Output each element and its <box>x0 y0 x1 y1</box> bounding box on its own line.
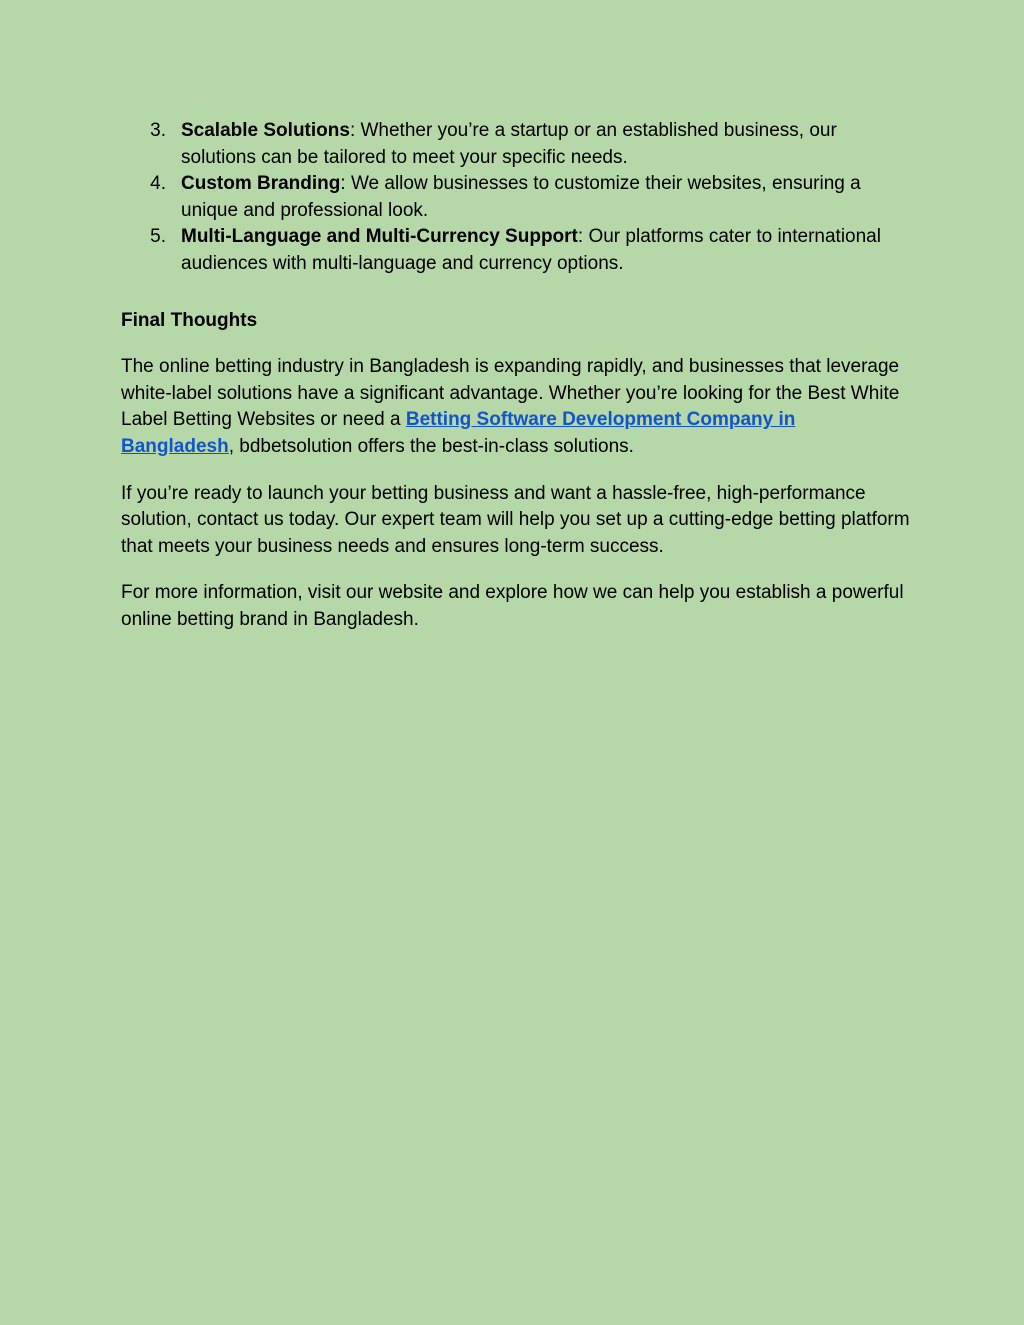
paragraph-industry <box>121 354 911 460</box>
paragraph-text: The online betting industry in Bangladesh is expanding rapidly, and businesses that leverage white-label solutions have a significant advantage. Whether you’re looking for the Best White Label Betting Websites or need a <box>121 356 900 431</box>
list-item-number: 5. <box>150 226 166 248</box>
document-body <box>121 118 911 634</box>
paragraph-more-info: For more information, visit our website and explore how we can help you establish a powerful online betting brand in Bangladesh. <box>121 582 904 630</box>
list-item <box>121 118 911 171</box>
list-item-text: : Our platforms cater to international audiences with multi-language and currency options. <box>181 226 881 274</box>
list-item-text: : We allow businesses to customize their websites, ensuring a unique and professional look. <box>181 173 861 221</box>
list-item-term: Multi-Language and Multi-Currency Support <box>181 226 578 248</box>
paragraph-text: , bdbetsolution offers the best-in-class solutions. <box>228 435 634 457</box>
section-heading: Final Thoughts <box>121 309 258 331</box>
feature-list <box>121 118 911 278</box>
list-item-number: 4. <box>150 173 166 195</box>
list-item <box>121 171 911 224</box>
list-item-number: 3. <box>150 120 166 141</box>
betting-software-link[interactable]: Betting Software Development Company in Bangladesh <box>121 409 796 457</box>
list-item-term: Custom Branding <box>181 173 341 195</box>
paragraph-contact: If you’re ready to launch your betting business and want a hassle-free, high-performance solution, contact us today. Our expert team will help you set up a cutting-edge betting platform that meets your business needs and ensures long-term success. <box>121 482 910 557</box>
list-item-text: : Whether you’re a startup or an established business, our solutions can be tailored to meet your specific needs. <box>181 120 837 168</box>
list-item <box>121 224 911 277</box>
list-item-term: Scalable Solutions <box>181 120 350 141</box>
